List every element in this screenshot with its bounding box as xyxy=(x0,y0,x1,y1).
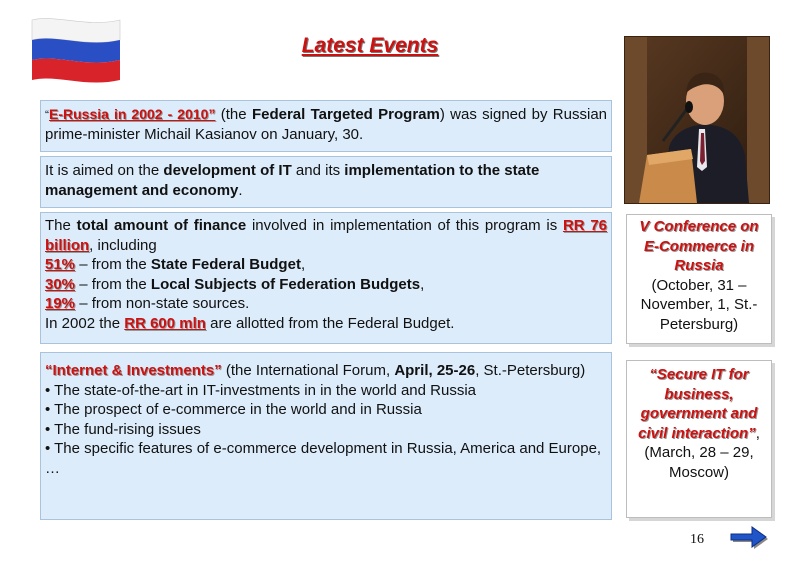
forum-bullet: • The specific features of e-commerce development in Russia, America and Europe, … xyxy=(45,440,602,477)
secure-it-details: (March, 28 – 29, Moscow) xyxy=(644,444,754,481)
program-name: E-Russia in 2002 - 2010” xyxy=(49,106,216,122)
speaker-photo xyxy=(624,36,770,204)
allotted-amount: RR 600 mln xyxy=(124,314,206,332)
forum-box xyxy=(40,352,612,520)
finance-2002: In 2002 the RR 600 mln are allotted from the Federal Budget. xyxy=(45,314,455,332)
next-arrow-icon[interactable] xyxy=(728,522,768,552)
forum-name: “Internet & Investments” xyxy=(45,362,222,379)
program-type: Federal Targeted Program xyxy=(251,106,440,123)
total-amount: RR 76 billion xyxy=(45,217,608,254)
program-signed-text: “E-Russia in 2002 - 2010” (the Federal Targeted Program) was signed by Russian prime-minister Michail Kasianov on January, 30. xyxy=(45,106,607,143)
forum-bullet: • The prospect of e-commerce in the world and in Russia xyxy=(45,401,422,418)
conference-details: (October, 31 – November, 1, St.-Petersburg) xyxy=(640,276,758,333)
program-aim-text: It is aimed on the development of IT and its implementation to the state management and economy. xyxy=(45,162,540,199)
program-aim-box xyxy=(40,156,612,208)
forum-intro: “Internet & Investments” (the International Forum, April, 25-26, St.-Petersburg) xyxy=(45,362,586,379)
conference-box xyxy=(626,214,772,344)
secure-it-box xyxy=(626,360,772,518)
finance-item-federal: 51% – from the State Federal Budget, xyxy=(45,256,306,273)
finance-item-nonstate: 19% – from non-state sources. xyxy=(45,295,250,312)
quote-mark: “ xyxy=(45,108,49,122)
finance-box xyxy=(40,212,612,344)
secure-it-title: “Secure IT for business, government and civil interaction” xyxy=(638,366,758,442)
secure-it-heading: “Secure IT for business, government and civil interaction”, xyxy=(638,366,760,442)
conference-title: V Conference on E-Commerce in Russia xyxy=(639,218,759,274)
forum-bullet: • The state-of-the-art in IT-investments in in the world and Russia xyxy=(45,381,477,399)
finance-intro: The total amount of finance involved in implementation of this program is RR 76 billion, including xyxy=(45,217,608,254)
page-title: Latest Events xyxy=(301,34,439,57)
page-number: 16 xyxy=(690,532,704,547)
program-signed-box xyxy=(40,100,612,152)
finance-item-local: 30% – from the Local Subjects of Federation Budgets, xyxy=(45,275,425,293)
forum-bullet: • The fund-rising issues xyxy=(45,420,201,438)
